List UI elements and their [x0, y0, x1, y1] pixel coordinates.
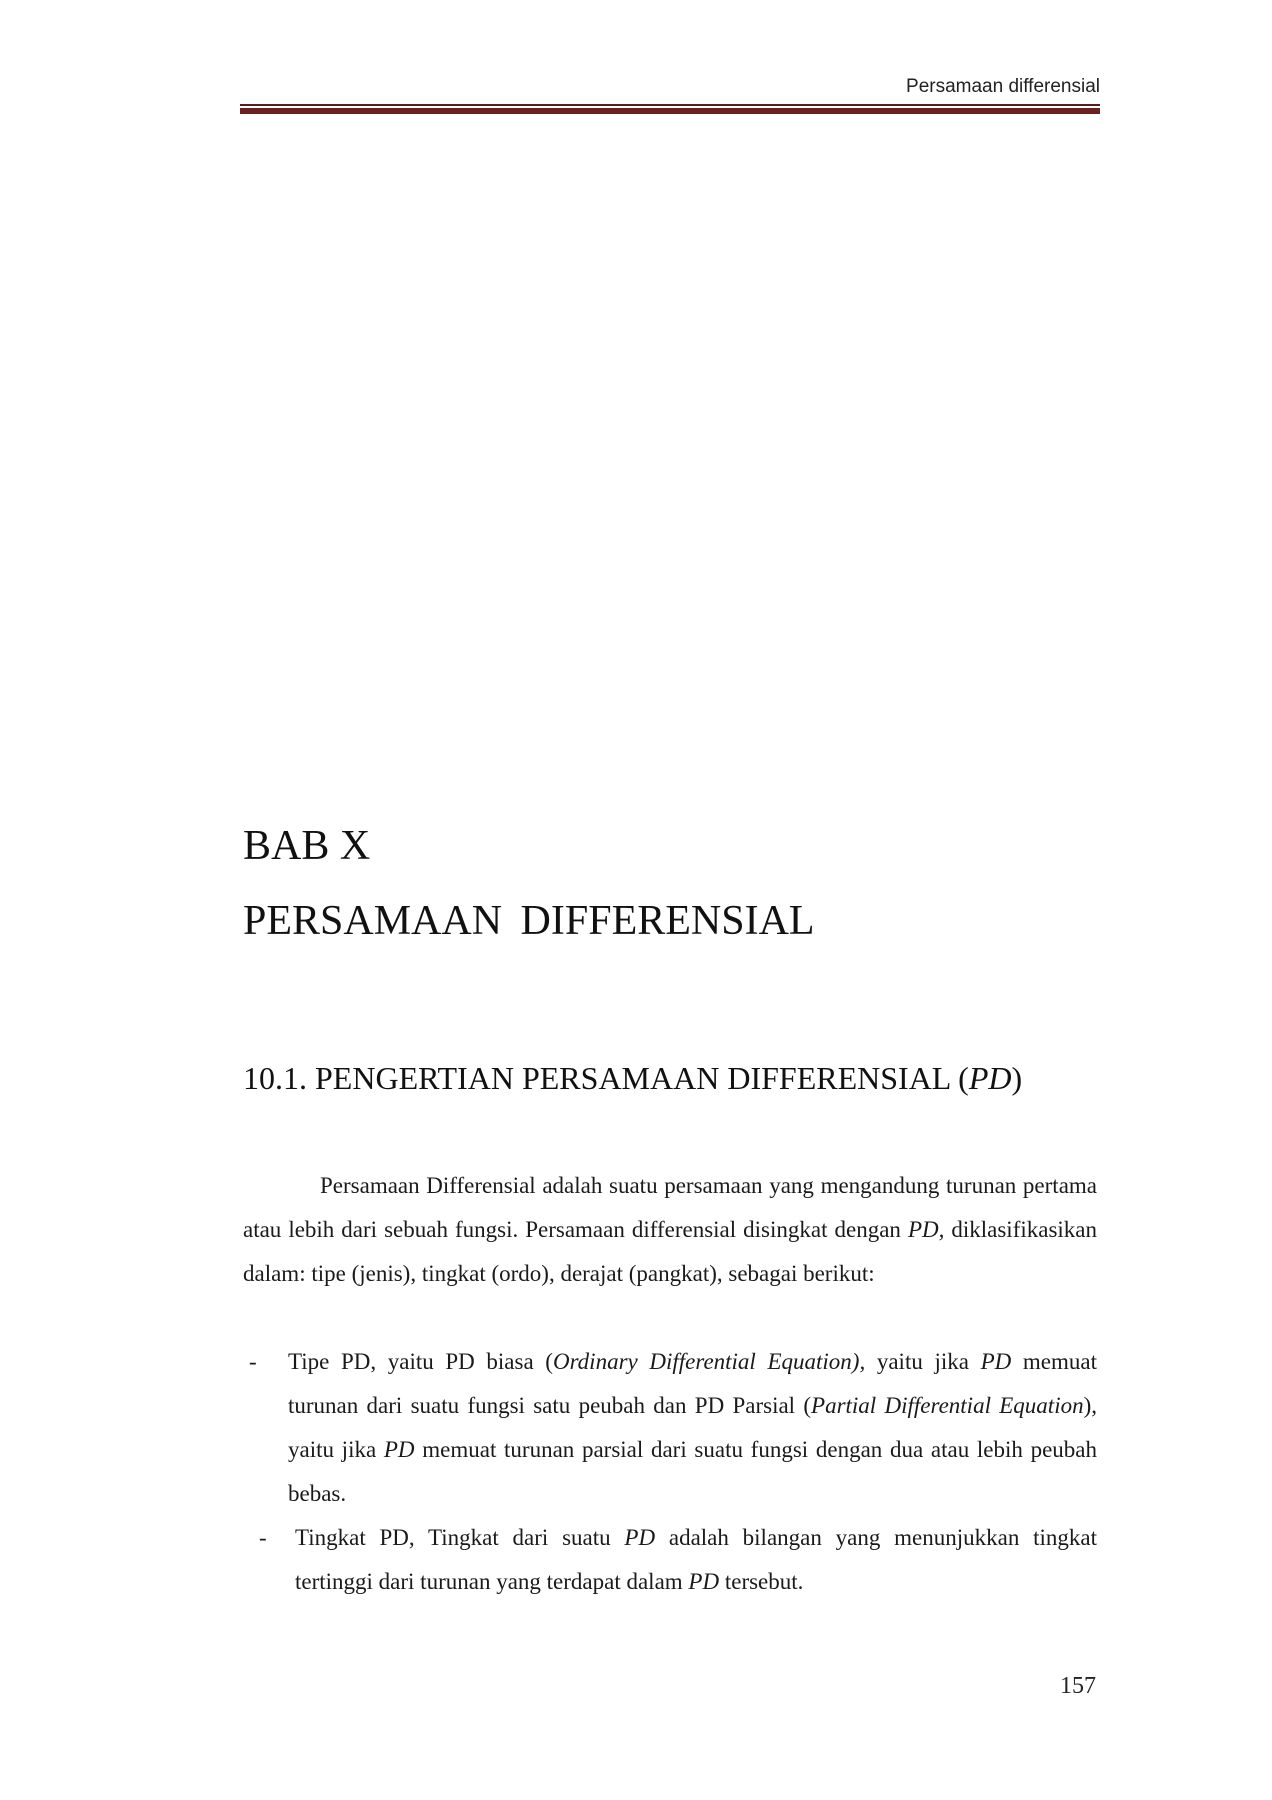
intro-paragraph — [243, 1164, 1097, 1296]
section-heading-suffix: ) — [1011, 1060, 1023, 1096]
list-item-text-part: Tingkat PD, Tingkat dari suatu — [295, 1525, 625, 1550]
list-item-italic: PD — [624, 1525, 656, 1550]
list-item-text — [288, 1340, 1097, 1516]
section-heading-abbrev: PD — [968, 1060, 1012, 1096]
header-rule — [240, 104, 1100, 114]
list-item-text-part: tersebut. — [719, 1569, 804, 1594]
list-item-text-part: memuat turunan dari suatu fungsi satu peubah dan PD Parsial ( — [288, 1349, 1097, 1418]
header-rule-thick — [240, 108, 1100, 114]
bullet-dash: - — [259, 1525, 267, 1550]
list-item-italic: Partial Differential Equation — [811, 1393, 1084, 1418]
list-item — [243, 1516, 1097, 1604]
running-header-title: Persamaan differensial — [906, 76, 1100, 97]
list-item-italic: ), — [851, 1349, 866, 1374]
intro-text-1: Persamaan Differensial adalah suatu persamaan yang mengandung turunan pertama atau lebih dari sebuah fungsi. Persamaan differensial disingkat dengan — [243, 1173, 1097, 1242]
list-item-text-part: adalah bilangan yang menunjukkan tingkat tertinggi dari turunan yang terdapat dalam — [295, 1525, 1097, 1594]
list-item-text-part: yaitu jika — [865, 1349, 981, 1374]
section-heading-prefix: 10.1. PENGERTIAN PERSAMAAN DIFFERENSIAL ( — [243, 1060, 969, 1096]
list-item-text-part: Tipe PD, yaitu PD biasa ( — [288, 1349, 553, 1374]
list-item — [243, 1340, 1097, 1516]
list-item-italic: PD — [980, 1349, 1012, 1374]
header-rule-thin — [240, 104, 1100, 106]
chapter-title: PERSAMAAN DIFFERENSIAL — [243, 898, 815, 944]
list-item-text-part: memuat turunan parsial dari suatu fungsi dengan dua atau lebih peubah bebas. — [288, 1437, 1097, 1506]
bullet-dash: - — [249, 1349, 257, 1374]
page-number: 157 — [1060, 1673, 1096, 1699]
chapter-label: BAB X — [243, 823, 371, 869]
list-item-italic: PD — [383, 1437, 415, 1462]
list-item-text-part: ), yaitu jika — [288, 1393, 1098, 1462]
intro-abbrev: PD, — [907, 1217, 945, 1242]
intro-text-2: diklasifikasikan dalam: tipe (jenis), tingkat (ordo), derajat (pangkat), sebagai berikut: — [243, 1217, 1098, 1286]
list-item-text — [295, 1516, 1097, 1604]
list-item-italic: PD — [688, 1569, 720, 1594]
list-item-italic: Ordinary Differential Equation — [552, 1349, 852, 1374]
section-heading — [243, 1060, 1022, 1097]
